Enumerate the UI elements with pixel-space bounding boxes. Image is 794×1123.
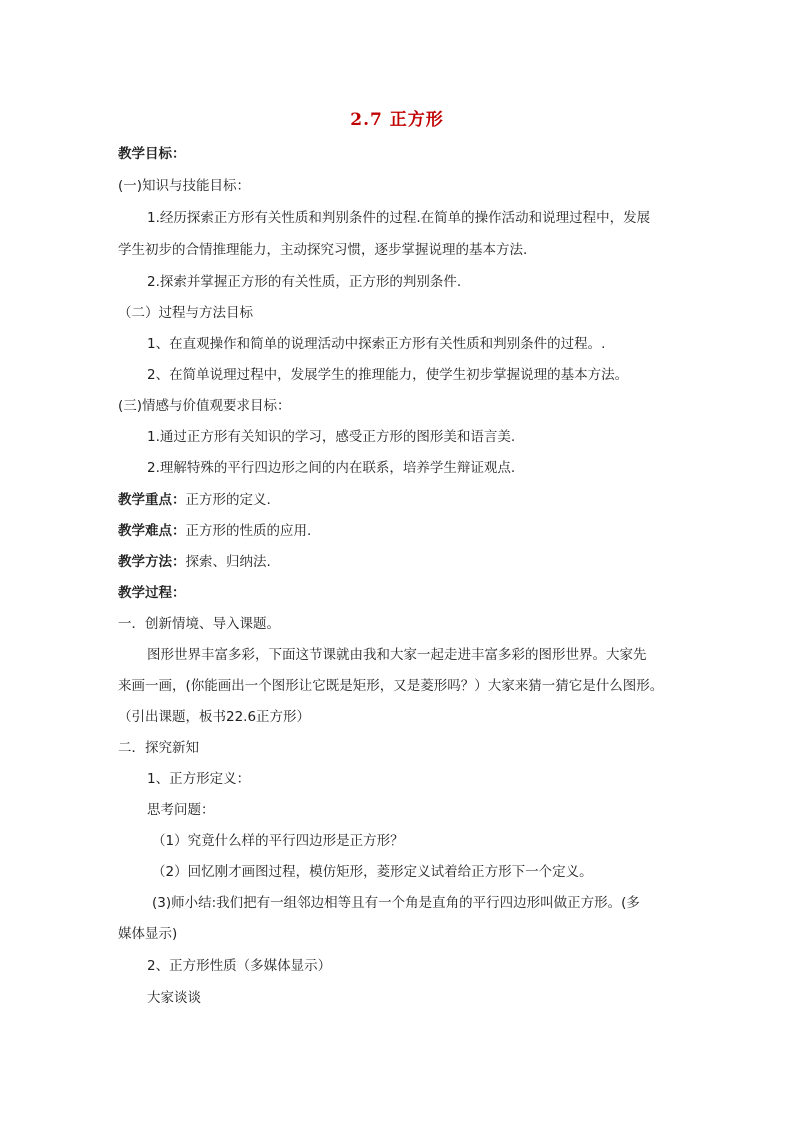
document-title: 2.7 正方形 xyxy=(350,110,444,130)
key-point-label: 教学重点： xyxy=(118,492,186,508)
difficulty-value: 正方形的性质的应用. xyxy=(185,523,312,539)
think-questions-label: 思考问题： xyxy=(147,802,215,818)
method-value: 探索、归纳法. xyxy=(185,554,271,570)
section-process-methods: （二）过程与方法目标 xyxy=(118,305,253,321)
part-two-heading: 二．探究新知 xyxy=(118,740,199,756)
process-goal-1: 1、在直观操作和简单的说理活动中探索正方形有关性质和判别条件的过程。. xyxy=(147,336,606,352)
teaching-key-point xyxy=(118,490,271,510)
question-3-line-1: (3)师小结:我们把有一组邻边相等且有一个角是直角的平行四边形叫做正方形。(多 xyxy=(152,895,640,911)
key-point-value: 正方形的定义. xyxy=(185,492,271,508)
teaching-difficulty xyxy=(118,521,311,541)
process-heading: 教学过程： xyxy=(118,585,186,601)
intro-paragraph-line-2: 来画一画，(你能画出一个图形让它既是矩形，又是菱形吗？）大家来猜一猜它是什么图形。 xyxy=(118,678,664,694)
attitude-goal-1: 1.通过正方形有关知识的学习，感受正方形的图形美和语言美. xyxy=(147,429,516,445)
question-3-line-2: 媒体显示) xyxy=(118,926,178,942)
method-label: 教学方法： xyxy=(118,554,186,570)
question-1: （1）究竟什么样的平行四边形是正方形？ xyxy=(152,833,404,849)
goal-item-1-line-1: 1.经历探索正方形有关性质和判别条件的过程.在简单的操作活动和说理过程中，发展 xyxy=(147,210,651,226)
discussion-prompt: 大家谈谈 xyxy=(147,990,201,1006)
process-goal-2: 2、在简单说理过程中，发展学生的推理能力，使学生初步掌握说理的基本方法。 xyxy=(147,367,629,383)
intro-paragraph-line-3: （引出课题，板书22.6正方形） xyxy=(118,709,311,725)
question-2: （2）回忆刚才画图过程，模仿矩形，菱形定义试着给正方形下一个定义。 xyxy=(152,864,593,880)
difficulty-label: 教学难点： xyxy=(118,523,186,539)
properties-heading: 2、正方形性质（多媒体显示） xyxy=(147,958,332,974)
part-one-heading: 一．创新情境、导入课题。 xyxy=(118,616,280,632)
section-knowledge-skills: (一)知识与技能目标： xyxy=(118,178,251,194)
definition-heading: 1、正方形定义： xyxy=(147,771,251,787)
goal-item-1-line-2: 学生初步的合情推理能力，主动探究习惯，逐步掌握说理的基本方法. xyxy=(118,242,528,258)
section-attitude-values: (三)情感与价值观要求目标： xyxy=(118,398,291,414)
teaching-method xyxy=(118,552,271,572)
intro-paragraph-line-1: 图形世界丰富多彩，下面这节课就由我和大家一起走进丰富多彩的图形世界。大家先 xyxy=(147,647,647,663)
goals-heading: 教学目标： xyxy=(118,146,186,162)
goal-item-2: 2.探索并掌握正方形的有关性质，正方形的判别条件. xyxy=(147,274,462,290)
attitude-goal-2: 2.理解特殊的平行四边形之间的内在联系，培养学生辩证观点. xyxy=(147,460,516,476)
